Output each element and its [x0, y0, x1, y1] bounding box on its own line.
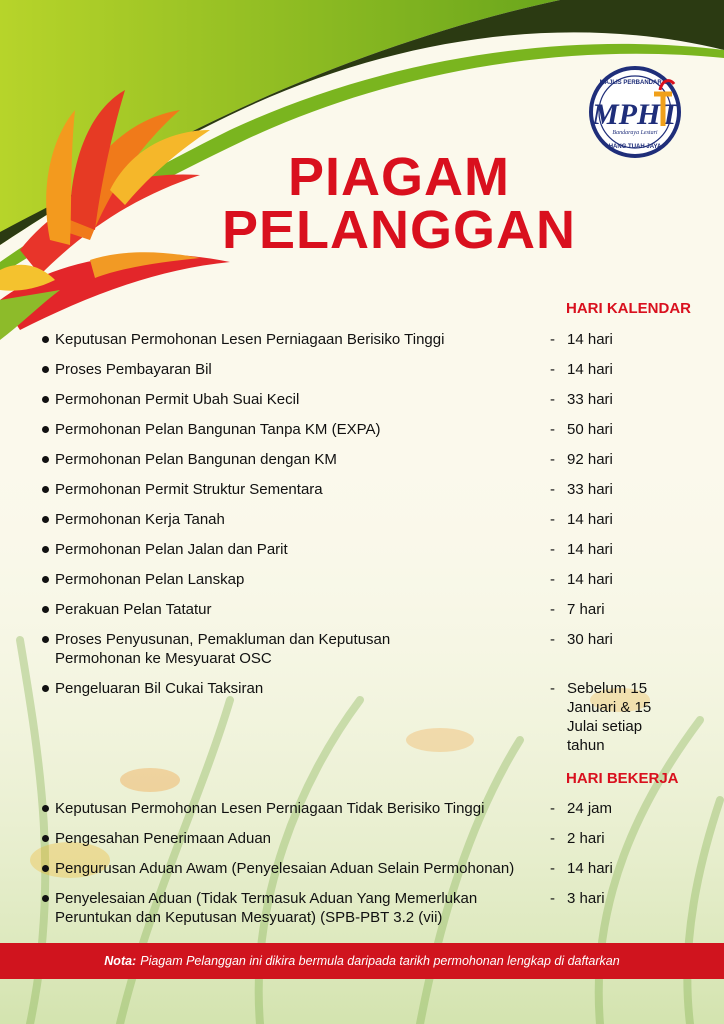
item-dash: - — [550, 421, 555, 438]
item-label: Proses Pembayaran Bil — [55, 361, 212, 378]
item-dash: - — [550, 481, 555, 498]
item-label: Permohonan Permit Struktur Sementara — [55, 481, 323, 498]
item-dash: - — [550, 860, 555, 877]
bullet-icon — [42, 685, 49, 692]
item-duration: 14 hari — [567, 511, 613, 528]
item-dash: - — [550, 601, 555, 618]
bullet-icon — [42, 865, 49, 872]
bullet-icon — [42, 835, 49, 842]
bullet-icon — [42, 636, 49, 643]
bullet-icon — [42, 486, 49, 493]
mpht-logo — [582, 64, 688, 160]
footer-note-bar — [0, 943, 724, 979]
item-duration: 14 hari — [567, 571, 613, 588]
item-duration: 2 hari — [567, 830, 605, 847]
page-title-line2: PELANGGAN — [221, 200, 576, 260]
item-label: Keputusan Permohonan Lesen Perniagaan Berisiko Tinggi — [55, 331, 445, 348]
item-label: Keputusan Permohonan Lesen Perniagaan Tidak Berisiko Tinggi — [55, 800, 485, 817]
bullet-icon — [42, 606, 49, 613]
item-label: Permohonan Pelan Bangunan dengan KM — [55, 451, 337, 468]
logo-ring-top: MAJLIS PERBANDARAN — [599, 80, 671, 86]
item-label: Permohonan Kerja Tanah — [55, 511, 225, 528]
item-duration: 14 hari — [567, 361, 613, 378]
bullet-icon — [42, 426, 49, 433]
bullet-icon — [42, 576, 49, 583]
section-heading-calendar-days: HARI KALENDAR — [566, 300, 691, 317]
bullet-icon — [42, 456, 49, 463]
bullet-icon — [42, 805, 49, 812]
item-dash: - — [550, 391, 555, 408]
bullet-icon — [42, 895, 49, 902]
item-label: Permohonan Pelan Bangunan Tanpa KM (EXPA) — [55, 421, 381, 438]
item-dash: - — [550, 830, 555, 847]
item-duration: 3 hari — [567, 890, 605, 907]
item-duration: Sebelum 15 Januari & 15 Julai setiap tahun — [567, 680, 652, 754]
footer-note-label: Nota: — [104, 954, 137, 968]
bullet-icon — [42, 516, 49, 523]
logo-motto: Bandaraya Lestari — [612, 130, 658, 136]
logo-letters: MPHT — [592, 98, 679, 131]
item-duration: 30 hari — [567, 631, 613, 648]
item-label: Pengesahan Penerimaan Aduan — [55, 830, 272, 847]
item-label: Permohonan Permit Ubah Suai Kecil — [55, 391, 300, 408]
item-dash: - — [550, 680, 555, 697]
item-duration: 14 hari — [567, 541, 613, 558]
item-label: Pengeluaran Bil Cukai Taksiran — [55, 680, 264, 697]
item-duration: 33 hari — [567, 391, 613, 408]
item-label: Penyelesaian Aduan (Tidak Termasuk Aduan Yang Memerlukan Peruntukan dan Keputusan Mesyuarat) (SPB-PBT 3.2 (vii) — [55, 890, 478, 926]
item-dash: - — [550, 571, 555, 588]
item-dash: - — [550, 451, 555, 468]
item-duration: 24 jam — [567, 800, 613, 817]
bullet-icon — [42, 336, 49, 343]
item-dash: - — [550, 511, 555, 528]
item-dash: - — [550, 361, 555, 378]
item-dash: - — [550, 541, 555, 558]
item-duration: 92 hari — [567, 451, 613, 468]
section-heading-working-days: HARI BEKERJA — [566, 770, 679, 787]
bullet-icon — [42, 546, 49, 553]
bullet-icon — [42, 366, 49, 373]
item-dash: - — [550, 800, 555, 817]
item-label: Proses Penyusunan, Pemakluman dan Keputusan Permohonan ke Mesyuarat OSC — [55, 631, 391, 667]
bullet-icon — [42, 396, 49, 403]
item-dash: - — [550, 331, 555, 348]
item-duration: 50 hari — [567, 421, 613, 438]
item-duration: 33 hari — [567, 481, 613, 498]
item-duration: 14 hari — [567, 860, 613, 877]
item-dash: - — [550, 890, 555, 907]
footer-note-text: Piagam Pelanggan ini dikira bermula daripada tarikh permohonan lengkap di daftarkan — [140, 954, 620, 968]
item-dash: - — [550, 631, 555, 648]
item-label: Permohonan Pelan Jalan dan Parit — [55, 541, 288, 558]
item-label: Pengurusan Aduan Awam (Penyelesaian Aduan Selain Permohonan) — [55, 860, 515, 877]
logo-ring-bottom: HANG TUAH JAYA — [608, 144, 662, 150]
item-duration: 14 hari — [567, 331, 613, 348]
item-label: Perakuan Pelan Tatatur — [55, 601, 212, 618]
item-duration: 7 hari — [567, 601, 605, 618]
item-label: Permohonan Pelan Lanskap — [55, 571, 245, 588]
page-title-line1: PIAGAM — [288, 147, 510, 207]
